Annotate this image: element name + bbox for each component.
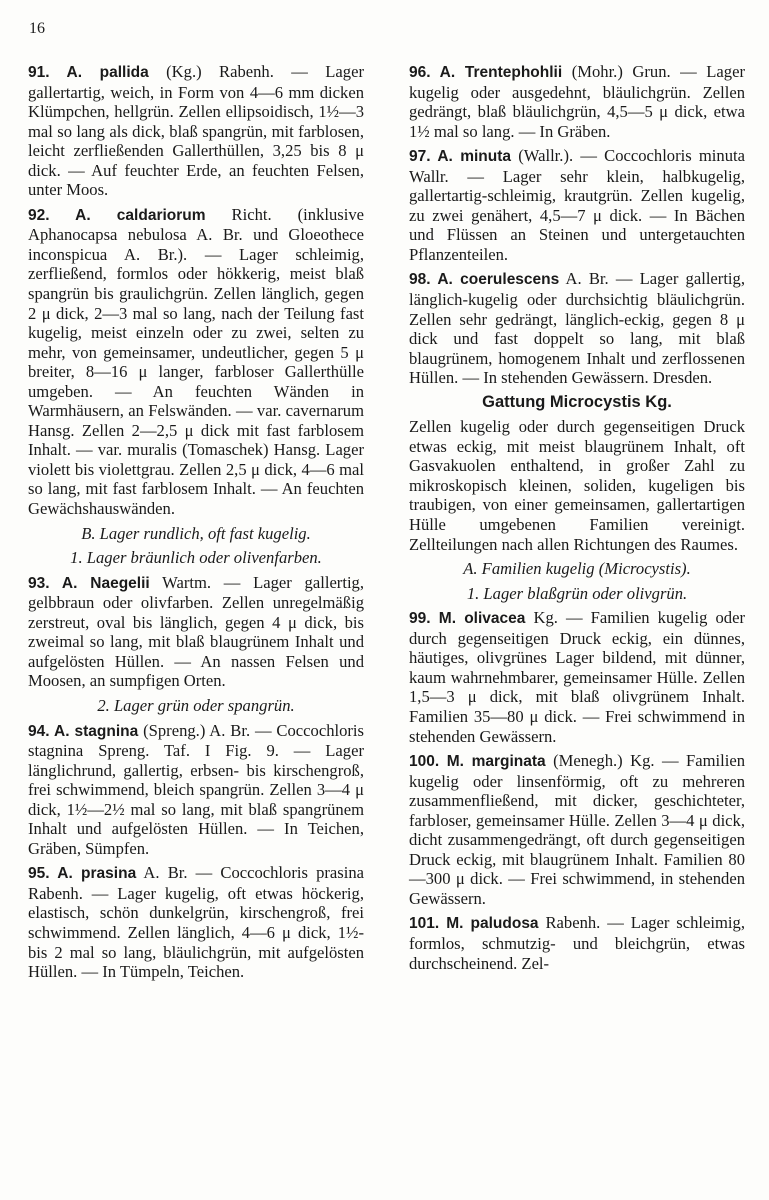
species-name: A. coerulescens — [437, 271, 560, 289]
entry-text: Rabenh. — Lager schleimig, formlos, schmutzig- und bleichgrün, etwas durchscheinend. Zel- — [409, 913, 745, 973]
entry-text: Richt. (inklusive Aphanocapsa nebulosa A. Br. und Gloeothece inconspicua A. Br.). — Lager schleimig, zerfließend, formlos oder hökkerig, meist blaß spangrün bis graulichgrün. Zellen länglich, gegen 2 μ dick, 2—3 mal so lang, nach der Teilung fast kugelig, meist einzeln oder zu zwei, selten zu mehr, von gemeinsamer, undeutlicher, gegen 5 μ breiter, 8—16 μ langer, farbloser Gallerthülle umgeben. — An feuchten Wänden in Warmhäusern, an Felswänden. — var. cavernarum Hansg. Zellen 2—2,5 μ dick mit fast farblosem Inhalt. — var. muralis (Tomaschek) Hansg. Lager violett bis violettgrau. Zellen 2,5 μ dick, 4—6 mal so lang, mit fast farblosem Inhalt. — An feuchten Gewächshauswänden. — [28, 204, 365, 519]
genus-description: Zellen kugelig oder durch gegenseitigen Druck etwas eckig, mit meist blaugrünem Inhalt, oft Gasvakuolen enthaltend, in großer Zahl zu mikroskopisch kleinen, soliden, kugeligen bis traubigen, von einer gemeinsamen, gallertartigen Hülle umgebenen Familien vereinigt. Zellteilungen nach allen Richtungen des Raumes. — [409, 417, 745, 554]
entry-text: (Menegh.) Kg. — Familien kugelig oder linsenförmig, oft zu mehreren zusammenfließend, mit dicker, geschichteter, farbloser, gemeinsamer Hülle. Zellen 3—4 μ dick, dicht zusammengedrängt, oft durch gegenseitigen Druck eckig, mit blaugrünem Inhalt. Familien 80—300 μ dick. — Frei schwimmend, in stehenden Gewässern. — [409, 751, 745, 908]
species-name: M. marginata — [446, 753, 546, 771]
species-entry — [28, 721, 364, 859]
species-entry — [409, 62, 745, 141]
entry-number: 92. — [28, 206, 76, 224]
entry-number: 101. — [409, 915, 447, 933]
species-name: A. Trentephohlii — [439, 64, 563, 81]
entry-number: 98. — [409, 271, 438, 289]
section-subheading: A. Familien kugelig (Microcystis). — [463, 559, 691, 579]
section-subheading: B. Lager rundlich, oft fast kugelig. — [81, 523, 311, 543]
left-column — [28, 62, 364, 987]
text-columns — [28, 62, 745, 987]
genus-heading: Gattung Microcystis Kg. — [482, 392, 672, 411]
entry-number: 93. — [28, 574, 62, 592]
page-number: 16 — [29, 20, 45, 37]
species-name: M. olivacea — [438, 610, 526, 628]
species-entry — [409, 751, 745, 908]
entry-text: A. Br. — Lager gallertig, länglich-kugelig oder durchsichtig bläulichgrün. Zellen sehr gedrängt, länglich-eckig, gegen 8 μ dick und fast doppelt so lang, mit blaß blaugrünem, homogenem Inhalt und zerflossenen Hüllen. — In stehenden Gewässern. Dresden. — [409, 269, 745, 388]
species-entry — [409, 913, 745, 973]
species-entry — [409, 269, 745, 387]
entry-number: 96. — [409, 64, 440, 81]
entry-number: 95. — [28, 865, 58, 883]
species-entry — [28, 863, 364, 981]
species-name: A. Naegelii — [61, 574, 150, 592]
entry-number: 91. — [28, 64, 67, 81]
entry-text: (Kg.) Rabenh. — Lager gallertartig, weich, in Form von 4—6 mm dicken Klümpchen, hellgrün. Zellen ellipsoidisch, 1½—3 mal so lang als dick, blaß spangrün, mit farblosen, leicht zerfließenden Gallerthüllen, 3,25 bis 8 μ dick. — Auf feuchter Erde, an feuchten Felsen, unter Moos. — [28, 62, 364, 200]
species-name: M. paludosa — [446, 915, 539, 933]
species-entry — [28, 573, 364, 691]
species-entry — [28, 62, 364, 200]
species-name: A. pallida — [66, 64, 149, 81]
species-name: A. minuta — [437, 148, 512, 166]
entry-text: A. Br. — Coccochloris prasina Rabenh. — Lager kugelig, oft etwas höckerig, elastisch, schön dunkelgrün, kirschengroß, frei schwimmend. Zellen länglich, 4—6 μ dick, 1½-bis 2 mal so lang, bläulichgrün, mit aufgelösten Hüllen. — In Tümpeln, Teichen. — [28, 863, 364, 982]
species-entry — [409, 608, 745, 746]
species-entry — [409, 146, 745, 264]
entry-text: (Spreng.) A. Br. — Coccochloris stagnina Spreng. Taf. I Fig. 9. — Lager länglichrund, gallertig, erbsen- bis kirschengroß, frei schwimmend, bleich spangrün. Zellen 3—4 μ dick, 1½—2½ mal so lang, mit blaß spangrünem Inhalt und aufgelösten Hüllen. — In Teichen, Gräben, Sümpfen. — [28, 720, 364, 858]
section-subheading: 1. Lager blaßgrün oder olivgrün. — [466, 583, 688, 603]
entry-text: Wartm. — Lager gallertig, gelbbraun oder olivfarben. Zellen unregelmäßig zerstreut, oval bis länglich, gegen 4 μ dick, bis zweimal so lang, mit blaß blaugrünem Inhalt und aufgelösten Hüllen. — An nassen Felsen und Moosen, an sumpfigen Orten. — [28, 572, 364, 691]
entry-number: 97. — [409, 148, 438, 166]
entry-text: (Wallr.). — Coccochloris minuta Wallr. — Lager sehr klein, halbkugelig, gallertartig-schleimig, krautgrün. Zellen kugelig, zu zwei genähert, 4,5—7 μ dick. — In Bächen und Flüssen an Steinen und untergetauchten Pflanzenteilen. — [409, 146, 745, 264]
entry-number: 94. — [28, 722, 54, 740]
species-name: A. prasina — [57, 865, 137, 883]
right-column — [409, 62, 745, 987]
species-name: A. caldariorum — [75, 206, 206, 224]
species-entry — [28, 205, 364, 519]
section-subheading: 1. Lager bräunlich oder olivenfarben. — [70, 548, 322, 568]
species-name: A. stagnina — [54, 722, 139, 740]
entry-number: 99. — [409, 610, 439, 628]
section-subheading: 2. Lager grün oder spangrün. — [97, 695, 295, 715]
entry-number: 100. — [409, 753, 447, 771]
entry-text: (Mohr.) Grun. — Lager kugelig oder ausgedehnt, bläulichgrün. Zellen gedrängt, blaß bläulichgrün, 4,5—5 μ dick, etwa 1½ mal so lang. — In Gräben. — [409, 62, 745, 141]
entry-text: Kg. — Familien kugelig oder durch gegenseitigen Druck eckig, ein dünnes, häutiges, olivgrünes Lager bildend, mit dünner, kaum wahrnehmbarer, gemeinsamer Hülle. Zellen 1,5—3 μ dick, mit blaß olivgrünem Inhalt. Familien 35—80 μ dick. — Frei schwimmend in stehenden Gewässern. — [409, 608, 745, 746]
